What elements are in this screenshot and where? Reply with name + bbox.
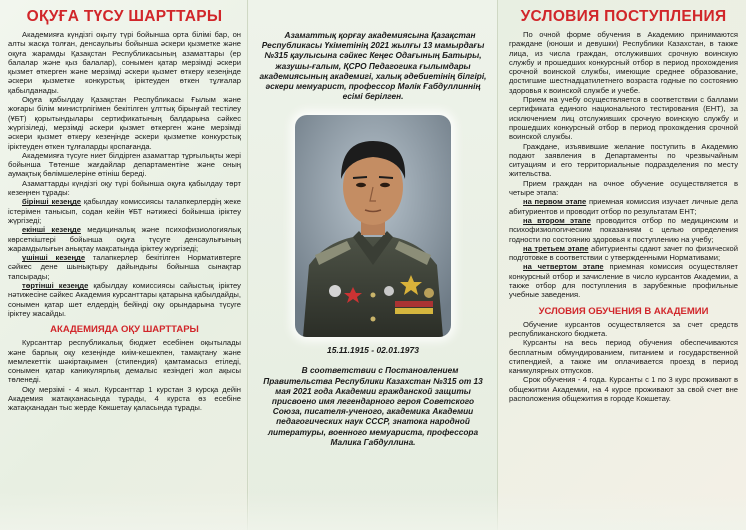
paragraph: По очной форме обучения в Академию принимаются граждане (юноши и девушки) Республики Казахстан, в также лица, из числа граждан, отслуживших срочную воинскую службу и прошедших конкурсный отбор в период прохождения срочной воинской службы, имеющие среднее образование, достигшие шестнадцатилетнего возраста годные по состоянию здоровья к воинской службе и учебе. [509,30,738,95]
stage-item [509,216,738,244]
paragraph: Академияға түсуге ниет білдірген азаматтар тұрғылықты жері бойынша Төтенше жағдайлар департаментіне және оның аумақтық бөлімшелеріне өтініш береді. [8,150,241,179]
stage-item [509,244,738,263]
stage-label: на третьем этапе [523,243,589,253]
stage-item [509,197,738,216]
right-column-russian [499,0,746,530]
naming-text-kz: Азаматтық қорғау академиясына Қазақстан Республикасы Үкіметінің 2021 жылғы 13 мамырдағы №315 қаулысына сәйкес Кеңес Одағының Батыры, жазушы-ғалым, ҚСРО Педагогика ғылымдары академиясының академигі, халық әдебиетінің білгірі, әскери мемуарист, профессор Мәлік Ғабдуллиннің есімі берілген. [259,30,487,102]
soldier-portrait-image [295,115,451,337]
paragraph: Прием на учебу осуществляется в соответствии с баллами сертификата единого национального тестирования (ЕНТ), за исключением лиц отслуживших срочную воинскую службу и прошедших конкурсный отбор в период прохождения срочной воинской службы. [509,95,738,142]
paragraph: Курсанттар республикалық бюджет есебінен оқытылады және барлық оқу кезеңінде киім-кешекпен, тамақтану және мемлекеттік шәкіртақымен (стипендия) қамтамасыз етіледі, сонымен қатар каникулярлық демалыс кезіндегі жол ақысы төленеді. [8,338,241,385]
paragraph: Обучение курсантов осуществляется за счет средств республиканского бюджета. [509,319,738,338]
stage-label: бірінші кезеңде [22,197,82,207]
portrait-photo [295,115,451,337]
paragraph: Курсанты на весь период обучения обеспечиваются бесплатным обмундированием, питанием и государственной стипендией, а также им оплачивается проезд в период каникулярных отпусков. [509,338,738,376]
stage-label: на четвертом этапе [523,262,604,272]
admission-title-kz: ОҚУҒА ТҮСУ ШАРТТАРЫ [26,8,223,25]
stage-item [8,253,241,281]
stages-list [509,197,738,299]
stage-text: приемная комиссия осуществляет конкурсный отбор и зачисление в число курсантов Академии, а также отбор для поступления в зарубежные профильные учебные заведения. [509,262,738,300]
stage-text: абитуриенты сдают зачет по физической подготовке в соответствии с утвержденными Нормативами; [509,243,738,263]
stage-text: приемная комиссия изучает личные дела абитуриентов и проводит отбор по результатам ЕНТ; [509,197,738,216]
paragraph: Азаматтарды күндізгі оқу түрі бойынша оқуға қабылдау төрт кезеңнен тұрады: [8,178,241,198]
study-conditions-title-kz: АКАДЕМИЯДА ОҚУ ШАРТТАРЫ [50,324,199,336]
stages-list [8,197,241,318]
paragraph: Граждане, изъявившие желание поступить в Академию подают заявления в Департаменты по чрезвычайным ситуациям и его территориальные подразделения по месту жительства. [509,141,738,179]
stage-text: проводится отбор по медицинским и психофизиологическим показаниям с целью определения годности по состоянию здоровья к поступлению на учебу; [509,215,739,244]
middle-column [249,0,498,530]
study-conditions-title-ru: УСЛОВИЯ ОБУЧЕНИЯ В АКАДЕМИИ [538,305,709,317]
paragraph: Оқу мерзімі - 4 жыл. Курсанттар 1 курстан 3 курсқа дейін Академия жатақханасында тұрады, 4 курста өз есебіне жатақханадан тыс жерде Көкшетау қаласында тұрады. [8,384,241,413]
left-column-kazakh [0,0,248,530]
life-dates: 15.11.1915 - 02.01.1973 [326,345,419,356]
stage-text: қабылдау комиссиясы сайыстық іріктеу нәтижесіне сәйкес Академия курсанттары қатарына қабылдайды, сонымен қатар шет елдердің бейінді оқу орындарына түсуге іріктеу жасайды. [8,281,241,318]
stage-text: медициналық және психофизиологиялық көрсеткіштері бойынша оқуға түсуге денсаулығының жарамдылығын анықтау мақсатында іріктеу жүргізеді; [8,225,241,253]
stage-text: талапкерлер бекітілген Нормативтерге сәйкес дене шынықтыру дайындығы бойынша сынақтар тапсырады; [8,253,241,281]
stage-item [8,225,241,253]
stage-item [8,281,241,318]
paragraph: Оқуға қабылдау Қазақстан Республикасы Ғылым және жоғары білім министрлігімен бекітілген ұлттық бірыңғай тестілеу (ҰБТ) қорытындылары сертификатының балдарына сәйкес жүргізіледі, мерзімді әскери қызмет өткерген және мерзімді әскери қызмет өткеру кезеңінде әскери қызметке конкурстық іріктеуден өткен тұлғаларды қоспағанда. [8,95,241,151]
stage-label: үшінші кезеңде [22,253,86,263]
paragraph: Академияға күндізгі оқыту түрі бойынша орта білімі бар, он алты жасқа толған, денсаулығы бойынша әскери қызметке және оқуға жарамды Қазақстан Республикасының азаматтары (ер балалар және қыз балалар), сонымен қатар мерзімді әскери қызмет өткерген және мерзімді әскери қызмет өткеру кезеңінде әскери қызметке конкурстық іріктеуден өткен тұлғалар қабылданады. [8,30,241,95]
stage-item [509,262,738,299]
naming-text-ru: В соответствии с Постановлением Правительства Республики Казахстан №315 от 13 мая 2021 года Академии гражданской защиты присвоено имя легендарного героя Советского Союза, писателя-ученого, академика Академии педагогических наук СССР, знатока народной литературы, военного мемуариста, профессора Малика Габдуллина. [263,365,483,447]
paragraph: Срок обучения - 4 года. Курсанты с 1 по 3 курс проживают в общежитии Академии, на 4 курсе проживают за свой счет вне расположения общежития в городе Кокшетау. [509,375,738,403]
stage-label: на первом этапе [523,197,587,207]
stage-label: екінші кезеңде [22,225,81,235]
stage-label: на втором этапе [523,215,591,225]
paragraph: Прием граждан на очное обучение осуществляется в четыре этапа: [509,178,738,198]
stage-item [8,197,241,225]
stage-text: қабылдау комиссиясы талапкерлердің жеке істерімен танысып, содан кейін ҰБТ нәтижесі бойынша іріктеу жүргізеді; [8,197,241,225]
stage-label: төртінші кезеңде [22,281,89,291]
admission-title-ru: УСЛОВИЯ ПОСТУПЛЕНИЯ [520,8,727,25]
